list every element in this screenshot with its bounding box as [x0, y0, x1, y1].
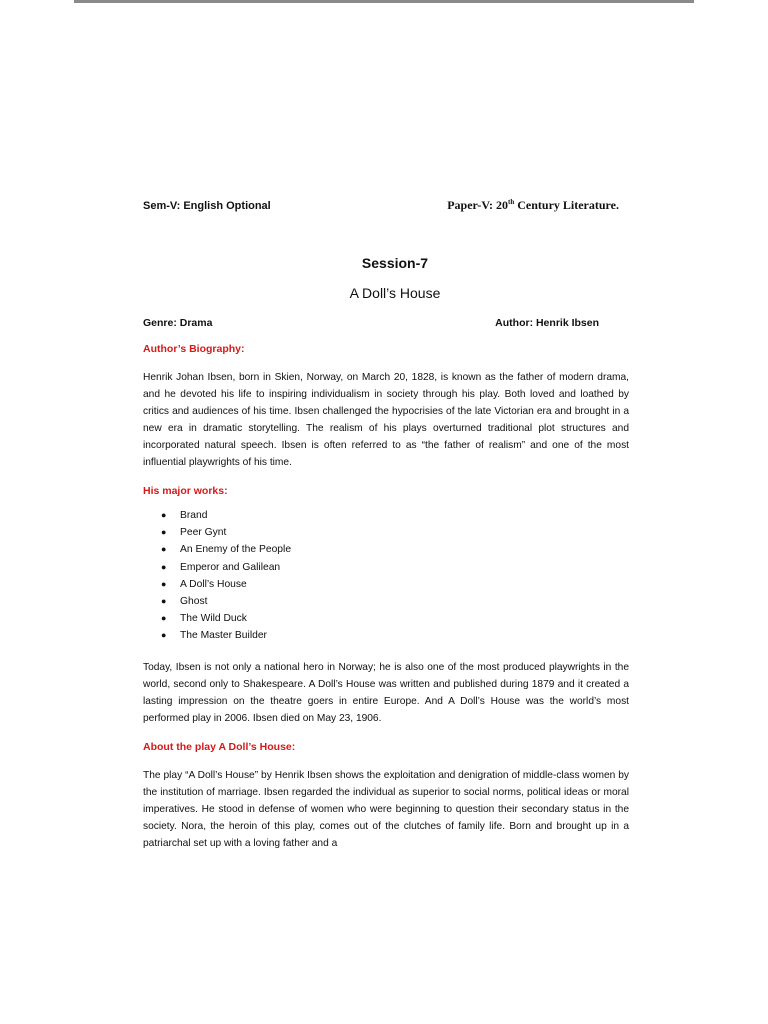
- list-item: [143, 559, 629, 576]
- list-item: [143, 524, 629, 541]
- list-item: [143, 593, 629, 610]
- work-title: The Master Builder: [180, 630, 267, 642]
- meta-row: [143, 317, 629, 329]
- work-title: Brand: [180, 510, 208, 521]
- list-item: [143, 507, 629, 524]
- works-heading: His major works:: [143, 485, 228, 497]
- work-title: An Enemy of the People: [180, 544, 292, 556]
- work-title: Emperor and Galilean: [180, 561, 281, 573]
- author-label: Author: Henrik Ibsen: [495, 317, 599, 329]
- about-paragraph: The play “A Doll’s House” by Henrik Ibsen shows the exploitation and denigration of middle-class women by the institution of marriage. Ibsen regarded the individual as superior to social norms, political ideas or moral imperatives. He stood in defense of women who were beginning to question their secondary status in the society. Nora, the heroin of this play, comes out of the clutches of family life. Born and brought up in a patriarchal set up with a loving father and a: [143, 769, 629, 849]
- header-right: [447, 198, 619, 213]
- bullet-icon: ●: [161, 527, 167, 538]
- genre-label: Genre: Drama: [143, 317, 213, 329]
- work-title: Peer Gynt: [180, 527, 227, 539]
- bullet-icon: ●: [161, 613, 167, 624]
- play-title: A Doll’s House: [349, 285, 441, 301]
- top-rule: [74, 0, 694, 3]
- header-right-suffix: Century Literature.: [514, 198, 619, 212]
- bullet-icon: ●: [161, 544, 167, 555]
- bullet-icon: ●: [161, 510, 167, 520]
- list-item: [143, 610, 629, 627]
- bullet-icon: ●: [161, 596, 167, 607]
- list-item: [143, 541, 629, 558]
- about-heading: About the play A Doll’s House:: [143, 740, 296, 753]
- biography-heading: Author’s Biography:: [143, 343, 245, 355]
- list-item: [143, 576, 629, 593]
- works-list: [143, 507, 629, 645]
- work-title: Ghost: [180, 596, 208, 608]
- bullet-icon: ●: [161, 561, 167, 572]
- header-right-prefix: Paper-V: 20: [447, 198, 508, 212]
- header-right-sup: th: [508, 198, 515, 206]
- today-paragraph: Today, Ibsen is not only a national hero in Norway; he is also one of the most produced playwrights in the world, second only to Shakespeare. A Doll’s House was written and published during 1879 and it created a lasting impression on the theatre goers in entire Europe. And A Doll’s House was the world’s most performed play in 2006. Ibsen died on May 23, 1906.: [143, 661, 629, 724]
- page-header: [143, 198, 629, 213]
- work-title: A Doll’s House: [180, 578, 247, 590]
- work-title: The Wild Duck: [180, 613, 247, 625]
- list-item: [143, 627, 629, 644]
- biography-paragraph: Henrik Johan Ibsen, born in Skien, Norway, on March 20, 1828, is known as the father of modern drama, and he devoted his life to inspiring individualism in society through his play. Both loved and loathed by critics and audiences of his time. Ibsen challenged the hypocrisies of the late Victorian era and brought in a new era in dramatic storytelling. The realism of his plays overturned traditional plot structures and incorporated natural speech. Ibsen is often referred to as “the father of realism” and one of the most influential playwrights of his time.: [143, 372, 629, 468]
- bullet-icon: ●: [161, 630, 167, 641]
- document-page: [143, 198, 629, 852]
- bullet-icon: ●: [161, 578, 167, 589]
- session-title: Session-7: [361, 255, 429, 271]
- header-left: Sem-V: English Optional: [143, 200, 271, 212]
